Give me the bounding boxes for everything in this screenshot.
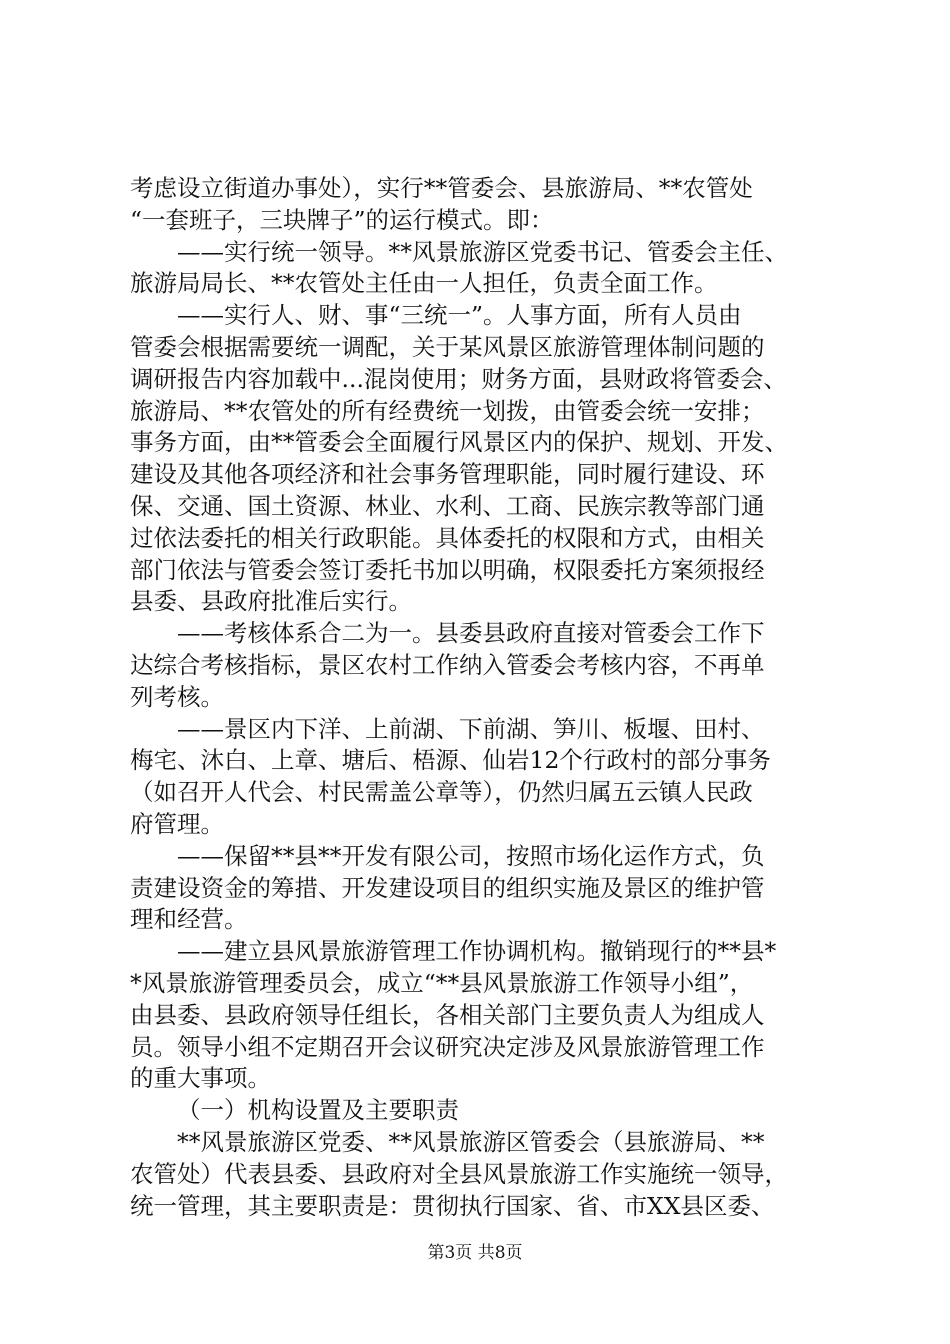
text-line: ——景区内下洋、上前湖、下前湖、笋川、板堰、田村、 bbox=[177, 714, 765, 743]
text-line: （一）机构设置及主要职责 bbox=[177, 1096, 459, 1125]
text-line: （如召开人代会、村民需盖公章等），仍然归属五云镇人民政 bbox=[130, 778, 753, 807]
text-line: 列考核。 bbox=[130, 682, 224, 711]
text-line: 部门依法与管委会签订委托书加以明确，权限委托方案须报经 bbox=[130, 555, 765, 584]
text-line: ——实行统一领导。**风景旅游区党委书记、管委会主任、 bbox=[177, 237, 788, 266]
text-line: 调研报告内容加载中...混岗使用；财务方面，县财政将管委会、 bbox=[130, 364, 787, 393]
text-line: ——实行人、财、事“三统一”。人事方面，所有人员由 bbox=[177, 301, 742, 330]
text-line: 旅游局局长、**农管处主任由一人担任，负责全面工作。 bbox=[130, 269, 718, 298]
text-line: 统一管理，其主要职责是：贯彻执行国家、省、市XX县区委、 bbox=[130, 1191, 775, 1220]
text-line: 管委会根据需要统一调配，关于某风景区旅游管理体制问题的 bbox=[130, 332, 765, 361]
text-line: ——保留**县**开发有限公司，按照市场化运作方式，负 bbox=[177, 841, 765, 870]
page-footer: 第3页 共8页 bbox=[427, 1243, 523, 1263]
text-line: 事务方面，由**管委会全面履行风景区内的保护、规划、开发、 bbox=[130, 428, 788, 457]
text-line: ——考核体系合二为一。县委县政府直接对管委会工作下 bbox=[177, 619, 765, 648]
text-line: 保、交通、国土资源、林业、水利、工商、民族宗教等部门通 bbox=[130, 491, 765, 520]
text-line: 的重大事项。 bbox=[130, 1064, 271, 1093]
text-line: ——建立县风景旅游管理工作协调机构。撤销现行的**县* bbox=[177, 937, 777, 966]
text-line: 梅宅、沐白、上章、塘后、梧源、仙岩12个行政村的部分事务 bbox=[130, 746, 771, 775]
text-line: 县委、县政府批准后实行。 bbox=[130, 587, 412, 616]
text-line: 由县委、县政府领导任组长，各相关部门主要负责人为组成人 bbox=[130, 1000, 765, 1029]
text-line: 理和经营。 bbox=[130, 905, 248, 934]
text-line: 旅游局、**农管处的所有经费统一划拨，由管委会统一安排； bbox=[130, 396, 765, 425]
text-line: 责建设资金的筹措、开发建设项目的组织实施及景区的维护管 bbox=[130, 873, 765, 902]
text-line: 农管处）代表县委、县政府对全县风景旅游工作实施统一领导， bbox=[130, 1159, 788, 1188]
text-line: 考虑设立街道办事处），实行**管委会、县旅游局、**农管处 bbox=[130, 174, 753, 202]
text-line: 过依法委托的相关行政职能。具体委托的权限和方式，由相关 bbox=[130, 523, 765, 552]
text-line: 达综合考核指标，景区农村工作纳入管委会考核内容，不再单 bbox=[130, 650, 765, 679]
text-line: *风景旅游管理委员会，成立“**县风景旅游工作领导小组”， bbox=[130, 968, 754, 997]
document-body bbox=[130, 173, 835, 1222]
text-line: 员。领导小组不定期召开会议研究决定涉及风景旅游管理工作 bbox=[130, 1032, 765, 1061]
text-line: 建设及其他各项经济和社会事务管理职能，同时履行建设、环 bbox=[130, 460, 765, 489]
text-line: “一套班子，三块牌子”的运行模式。即： bbox=[130, 205, 554, 234]
text-line: **风景旅游区党委、**风景旅游区管委会（县旅游局、** bbox=[177, 1127, 765, 1156]
text-line: 府管理。 bbox=[130, 809, 224, 838]
